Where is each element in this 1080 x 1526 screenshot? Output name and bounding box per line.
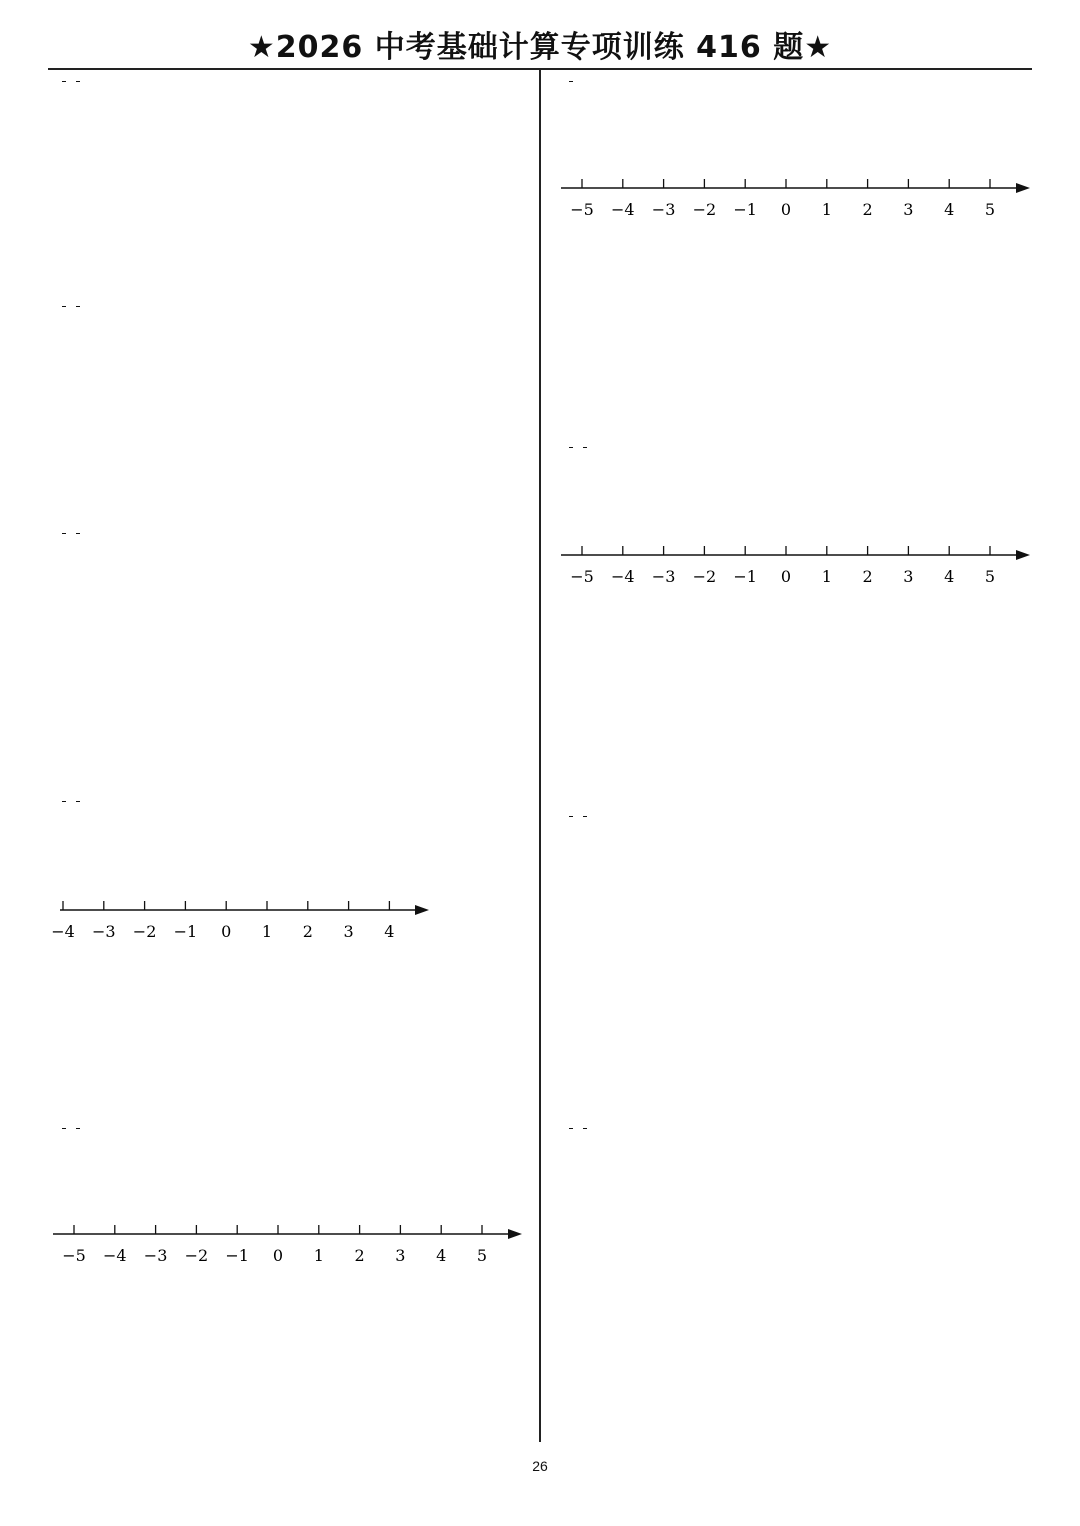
tick-label: −4 [103, 1246, 127, 1265]
tick-label: −3 [143, 1246, 168, 1265]
denominator [76, 534, 80, 535]
denominator [76, 1129, 80, 1130]
fraction [569, 1127, 573, 1130]
denominator [569, 1129, 573, 1130]
tick-label: 0 [221, 922, 232, 941]
tick-label: −1 [733, 200, 757, 219]
tick-label: −2 [692, 567, 717, 586]
fraction [583, 815, 587, 818]
problem-21 [52, 532, 82, 557]
tick-label: −5 [570, 567, 594, 586]
page-number: 26 [532, 1458, 548, 1474]
denominator [76, 307, 80, 308]
tick-label: 0 [780, 200, 792, 219]
tick-label: −5 [570, 200, 594, 219]
tick-label: −4 [611, 200, 635, 219]
tick-label: 1 [261, 922, 273, 941]
fraction [62, 1127, 66, 1130]
problem-line [52, 800, 82, 803]
denominator [583, 448, 587, 449]
tick-label: −3 [651, 567, 676, 586]
fraction [569, 815, 573, 818]
fraction [62, 305, 66, 308]
denominator [62, 82, 66, 83]
problem-line [52, 305, 88, 308]
denominator [569, 448, 573, 449]
problem-line [559, 446, 595, 449]
number-line-22 [50, 898, 440, 948]
tick-label: 3 [903, 200, 914, 219]
problem-20 [52, 305, 88, 308]
number-line-25 [558, 543, 1033, 593]
problem-line [52, 1127, 88, 1130]
fraction [62, 800, 66, 803]
axis-arrow [1016, 550, 1030, 560]
denominator [76, 82, 80, 83]
tick-label: −4 [611, 567, 635, 586]
denominator [583, 817, 587, 818]
tick-label: 5 [476, 1246, 488, 1265]
fraction [76, 800, 80, 803]
tick-label: −1 [173, 922, 198, 941]
number-line-23 [50, 1222, 525, 1272]
tick-label: 3 [343, 922, 354, 941]
tick-label: 1 [821, 200, 832, 219]
denominator [583, 1129, 587, 1130]
fraction [583, 446, 587, 449]
problem-23 [52, 1127, 88, 1152]
tick-label: 2 [862, 200, 873, 219]
fraction [569, 446, 573, 449]
denominator [569, 817, 573, 818]
tick-label: −1 [225, 1246, 249, 1265]
tick-label: 3 [903, 567, 914, 586]
tick-label: −3 [92, 922, 116, 941]
tick-label: −4 [51, 922, 75, 941]
problem-24 [559, 80, 581, 105]
fraction [569, 80, 573, 83]
number-line-24 [558, 176, 1033, 226]
tick-label: 5 [984, 200, 996, 219]
denominator [569, 82, 573, 83]
axis-arrow [1016, 183, 1030, 193]
fraction [583, 1127, 587, 1130]
denominator [62, 534, 66, 535]
tick-label: −2 [692, 200, 717, 219]
fraction [76, 1127, 80, 1130]
denominator [76, 802, 80, 803]
fraction [76, 532, 80, 535]
problem-line [52, 532, 82, 535]
fraction [62, 80, 66, 83]
tick-label: −2 [184, 1246, 209, 1265]
tick-label: 0 [272, 1246, 284, 1265]
denominator [62, 307, 66, 308]
tick-label: 2 [862, 567, 873, 586]
tick-label: 4 [384, 922, 395, 941]
fraction [62, 532, 66, 535]
tick-label: 1 [313, 1246, 324, 1265]
axis-arrow [415, 905, 429, 915]
fraction [76, 80, 80, 83]
problem-19 [52, 80, 88, 83]
fraction [76, 305, 80, 308]
tick-label: −1 [733, 567, 757, 586]
tick-label: 4 [944, 200, 955, 219]
tick-label: −5 [62, 1246, 86, 1265]
tick-label: −2 [132, 922, 157, 941]
denominator [62, 802, 66, 803]
tick-label: 4 [436, 1246, 447, 1265]
problem-27 [559, 1127, 595, 1130]
problem-line [52, 80, 88, 83]
problem-line [559, 1127, 595, 1130]
tick-label: 3 [395, 1246, 406, 1265]
column-divider [539, 70, 541, 1442]
tick-label: 2 [354, 1246, 365, 1265]
tick-label: 1 [821, 567, 832, 586]
problem-26 [559, 815, 595, 840]
tick-label: 4 [944, 567, 955, 586]
page-title: ★2026 中考基础计算专项训练 416 题★ [247, 30, 833, 65]
denominator [62, 1129, 66, 1130]
problem-22 [52, 800, 82, 825]
axis-arrow [508, 1229, 522, 1239]
tick-label: 2 [302, 922, 313, 941]
problem-line [559, 815, 595, 818]
problem-line [559, 80, 581, 83]
problem-25 [559, 446, 595, 471]
tick-label: −3 [651, 200, 676, 219]
tick-label: 5 [984, 567, 996, 586]
tick-label: 0 [780, 567, 792, 586]
